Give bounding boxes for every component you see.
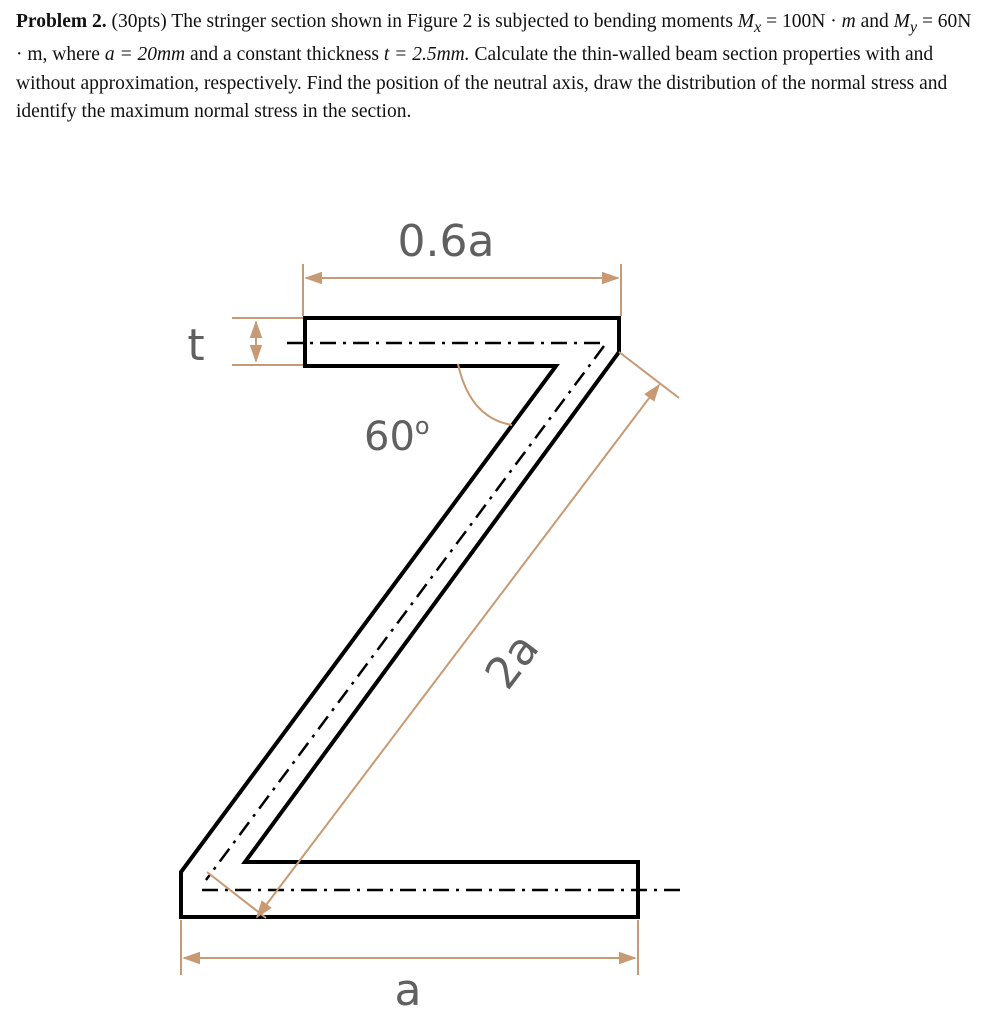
problem-intro: The stringer section shown in Figure 2 is subjected to bending moments [171, 11, 733, 32]
t-definition: t = 2.5mm. [383, 44, 470, 66]
problem-points: (30pts) [111, 11, 167, 32]
and-word: and [860, 11, 889, 32]
mx-unit: m [841, 11, 856, 32]
problem-heading: Problem 2. [16, 11, 107, 32]
angle-arc [458, 364, 512, 425]
my-value: = 60N · m, [16, 11, 972, 66]
problem-rest: Calculate the thin-walled beam section properties with and without approximation, respectively. Find the position of the neutral axis, draw the distribution of the normal stress and identify the maximum normal stress in the section. [16, 44, 948, 123]
mx-value: = 100N · [766, 11, 837, 32]
web-extension-top [619, 352, 679, 398]
web-length-label: 2a [475, 623, 550, 699]
where-word: where [52, 44, 100, 66]
angle-label: 60$^o$ [364, 412, 430, 460]
bottom-width-label: a [394, 965, 422, 1016]
my-symbol: $M_y$ [893, 11, 918, 36]
a-definition: a = 20mm [104, 44, 186, 66]
top-width-label: 0.6a [397, 216, 495, 267]
thickness-label: t [187, 320, 205, 371]
web-extension-bottom [207, 872, 266, 918]
mx-symbol: $M_x$ [737, 11, 762, 36]
thickness-text: and a constant thickness [190, 44, 380, 66]
web-length-dimension-line [257, 385, 659, 917]
z-section-outline [181, 318, 638, 917]
